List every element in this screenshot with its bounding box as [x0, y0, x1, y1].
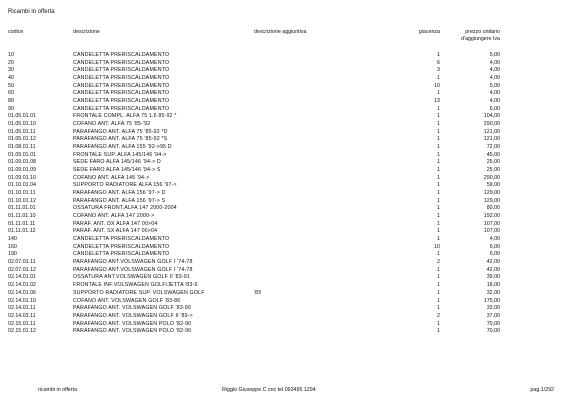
- row-description: PARAFANGO ANT. VOLSWAGEN POLO '82-90: [73, 320, 192, 327]
- row-code: 90: [8, 105, 14, 112]
- row-description: COFANO ANT. VOLSWAGEN GOLF '83-86: [73, 297, 181, 304]
- row-qty: 1: [437, 266, 440, 273]
- table-row: [0, 52, 566, 60]
- row-description: COFANO ANT. ALFA 75 '85-'92: [73, 121, 151, 128]
- row-description: PARAF. ANT. SX ALFA 147 00>04: [73, 228, 158, 235]
- row-description: PARAFANGO ANT. ALFA 155 '92->95 D: [73, 144, 172, 151]
- row-qty: 1: [437, 136, 440, 143]
- row-qty: 1: [437, 75, 440, 82]
- table-row: [0, 313, 566, 321]
- parts-table: [0, 52, 566, 336]
- row-code: 02.07.01.11: [8, 259, 36, 266]
- row-qty: 1: [437, 121, 440, 128]
- header-code: codice: [8, 29, 24, 35]
- row-qty: 1: [437, 105, 440, 112]
- row-code: 02.14.01.02: [8, 282, 36, 289]
- table-row: [0, 152, 566, 160]
- row-description: PARAFANGO ANT. VOLSWAGEN POLO '82-90: [73, 328, 192, 335]
- footer-left: ricambi in offerta: [38, 387, 78, 393]
- row-price: 6,00: [489, 251, 500, 258]
- row-description: FRONTALE COMPL. ALFA 75 1.6 85-92 *: [73, 113, 177, 120]
- row-code: 01.08.01.11: [8, 144, 36, 151]
- row-price: 129,00: [483, 190, 500, 197]
- row-description: CANDELETTA PRERISCALDAMENTO: [73, 98, 170, 105]
- row-code: 01.11.01.11: [8, 220, 36, 227]
- row-price: 4,00: [489, 98, 500, 105]
- row-qty: 1: [437, 190, 440, 197]
- header-price-line2: d'aggiungere Iva: [460, 35, 500, 42]
- table-row: [0, 144, 566, 152]
- row-extra-description: '83: [254, 289, 261, 296]
- row-code: 01.11.01.10: [8, 213, 36, 220]
- header-extra-description: descrizione aggiuntiva: [254, 29, 307, 35]
- row-qty: 1: [437, 52, 440, 58]
- row-qty: 1: [437, 197, 440, 204]
- row-qty: 1: [437, 289, 440, 296]
- table-row: [0, 113, 566, 121]
- table-row: [0, 121, 566, 129]
- row-description: FRONTALE SUP. ALFA 145/146 '94->: [73, 151, 167, 158]
- row-price: 45,00: [486, 151, 500, 158]
- row-price: 37,00: [486, 312, 500, 319]
- row-qty: 1: [437, 151, 440, 158]
- row-code: 01.09.01.09: [8, 167, 36, 174]
- row-qty: 2: [437, 312, 440, 319]
- table-row: [0, 159, 566, 167]
- table-row: [0, 236, 566, 244]
- table-row: [0, 305, 566, 313]
- table-row: [0, 205, 566, 213]
- row-description: PARAFANGO ANT. ALFA 156 '97-> S: [73, 197, 166, 204]
- row-description: CANDELETTA PRERISCALDAMENTO: [73, 59, 170, 66]
- row-price: 4,00: [489, 59, 500, 66]
- row-qty: 1: [437, 144, 440, 151]
- row-price: 70,00: [486, 320, 500, 327]
- table-row: [0, 228, 566, 236]
- row-description: CANDELETTA PRERISCALDAMENTO: [73, 236, 170, 243]
- row-qty: 1: [437, 174, 440, 181]
- row-code: 50: [8, 82, 14, 89]
- row-code: 60: [8, 90, 14, 97]
- row-price: 72,00: [486, 144, 500, 151]
- row-price: 25,00: [486, 159, 500, 166]
- row-code: 02.15.01.11: [8, 320, 36, 327]
- row-description: COFANO ANT. ALFA 145 '94->: [73, 174, 150, 181]
- table-row: [0, 90, 566, 98]
- table-row: [0, 175, 566, 183]
- row-code: 02.14.03.11: [8, 312, 36, 319]
- row-code: 02.14.01.06: [8, 289, 36, 296]
- row-code: 02.14.01.11: [8, 305, 36, 312]
- row-qty: 1: [437, 328, 440, 335]
- row-code: 02.07.01.12: [8, 266, 36, 273]
- row-price: 104,00: [483, 113, 500, 120]
- row-qty: 10: [434, 82, 440, 89]
- row-description: CANDELETTA PRERISCALDAMENTO: [73, 75, 170, 82]
- row-price: 59,00: [486, 182, 500, 189]
- table-row: [0, 60, 566, 68]
- row-qty: 1: [437, 282, 440, 289]
- row-code: 190: [8, 251, 17, 258]
- row-description: PARAFANGO ANT. VOLSWAGEN GOLF '83-90: [73, 305, 191, 312]
- row-qty: 1: [437, 305, 440, 312]
- row-description: PARAF. ANT. DX ALFA 147 00>04: [73, 220, 158, 227]
- header-price: [461, 29, 500, 42]
- row-price: 107,00: [483, 220, 500, 227]
- row-price: 192,00: [483, 213, 500, 220]
- row-description: OSSATURA FRONT.ALFA 147 2000-2004: [73, 205, 177, 212]
- table-row: [0, 290, 566, 298]
- row-price: 4,00: [489, 67, 500, 74]
- table-row: [0, 282, 566, 290]
- row-qty: 1: [437, 159, 440, 166]
- row-qty: 1: [437, 182, 440, 189]
- row-price: 39,00: [486, 274, 500, 281]
- row-description: CANDELETTA PRERISCALDAMENTO: [73, 90, 170, 97]
- header-description: descrizione: [73, 29, 100, 35]
- row-qty: 1: [437, 297, 440, 304]
- row-description: SUPPORTO RADIATORE SUP. VOLSWAGEN GOLF: [73, 289, 205, 296]
- row-price: 4,00: [489, 90, 500, 97]
- row-description: PARAFANGO ANT. ALFA 156 '97-> D: [73, 190, 166, 197]
- row-price: 42,00: [486, 266, 500, 273]
- table-row: [0, 328, 566, 336]
- table-row: [0, 259, 566, 267]
- header-price-line1: prezzo unitario: [465, 29, 500, 35]
- row-code: 02.15.01.12: [8, 328, 36, 335]
- row-qty: 3: [437, 67, 440, 74]
- table-row: [0, 244, 566, 252]
- row-price: 18,00: [486, 282, 500, 289]
- row-code: 20: [8, 59, 14, 66]
- table-row: [0, 221, 566, 229]
- row-price: 5,00: [489, 82, 500, 89]
- table-row: [0, 67, 566, 75]
- row-qty: 1: [437, 205, 440, 212]
- row-description: SEDE FARO ALFA 145/146 '94-> S: [73, 167, 161, 174]
- row-code: 01.09.01.01: [8, 151, 36, 158]
- row-price: 6,00: [489, 243, 500, 250]
- row-description: PARAFANGO ANT.VOLSWAGEN GOLF I '74-78: [73, 266, 193, 273]
- header-qty: giacenza: [418, 29, 440, 35]
- row-code: 01.05.01.11: [8, 128, 36, 135]
- row-qty: 1: [437, 220, 440, 227]
- row-description: CANDELETTA PRERISCALDAMENTO: [73, 82, 170, 89]
- report-title: Ricambi in offerta: [8, 9, 55, 15]
- row-price: 290,00: [483, 174, 500, 181]
- row-qty: 1: [437, 90, 440, 97]
- row-code: 02.14.01.01: [8, 274, 36, 281]
- row-code: 160: [8, 243, 17, 250]
- row-description: FRONTALE INF.VOLSWAGEN GOLF/JETTA '83-9: [73, 282, 198, 289]
- row-code: 01.09.01.08: [8, 159, 36, 166]
- row-qty: 1: [437, 320, 440, 327]
- row-code: 01.10.01.12: [8, 197, 36, 204]
- table-row: [0, 251, 566, 259]
- row-qty: 1: [437, 274, 440, 281]
- row-price: 129,00: [483, 197, 500, 204]
- row-description: SUPPORTO RADIATORE ALFA 156 '97->: [73, 182, 177, 189]
- row-code: 140: [8, 236, 17, 243]
- row-code: 01.10.01.04: [8, 182, 36, 189]
- row-description: PARAFANGO ANT.VOLSWAGEN GOLF I '74-78: [73, 259, 193, 266]
- row-qty: 1: [437, 113, 440, 120]
- row-code: 01.05.01.10: [8, 121, 36, 128]
- table-row: [0, 213, 566, 221]
- table-row: [0, 267, 566, 275]
- row-price: 290,00: [483, 121, 500, 128]
- row-description: CANDELETTA PRERISCALDAMENTO: [73, 52, 170, 58]
- row-description: CANDELETTA PRERISCALDAMENTO: [73, 251, 170, 258]
- row-code: 01.09.01.10: [8, 174, 36, 181]
- row-code: 01.10.01.11: [8, 190, 36, 197]
- row-qty: 1: [437, 167, 440, 174]
- footer-page: pag.1/292: [530, 387, 554, 393]
- row-description: PARAFANGO ANT. ALFA 75 '85-92 *D: [73, 128, 168, 135]
- row-qty: 2: [437, 259, 440, 266]
- row-code: 01.11.01.01: [8, 205, 36, 212]
- table-row: [0, 190, 566, 198]
- table-row: [0, 298, 566, 306]
- row-qty: 1: [437, 236, 440, 243]
- row-price: 42,00: [486, 259, 500, 266]
- row-price: 80,00: [486, 205, 500, 212]
- row-price: 25,00: [486, 167, 500, 174]
- row-price: 6,00: [489, 105, 500, 112]
- table-row: [0, 167, 566, 175]
- row-qty: 10: [434, 243, 440, 250]
- row-price: 33,00: [486, 305, 500, 312]
- row-description: CANDELETTA PRERISCALDAMENTO: [73, 243, 170, 250]
- row-code: 80: [8, 98, 14, 105]
- row-qty: 1: [437, 251, 440, 258]
- row-price: 32,00: [486, 289, 500, 296]
- table-row: [0, 321, 566, 329]
- row-code: 40: [8, 75, 14, 82]
- table-row: [0, 182, 566, 190]
- row-price: 4,00: [489, 236, 500, 243]
- row-code: 01.11.01.12: [8, 228, 36, 235]
- row-price: 107,00: [483, 228, 500, 235]
- row-price: 4,00: [489, 75, 500, 82]
- row-qty: 13: [434, 98, 440, 105]
- row-price: 5,00: [489, 52, 500, 58]
- row-code: 01.05.01.01: [8, 113, 36, 120]
- row-price: 175,00: [483, 297, 500, 304]
- row-description: PARAFANGO ANT. VOLSWAGEN GOLF II '89->: [73, 312, 193, 319]
- table-row: [0, 75, 566, 83]
- table-row: [0, 274, 566, 282]
- table-row: [0, 83, 566, 91]
- row-qty: 1: [437, 128, 440, 135]
- row-price: 121,00: [483, 136, 500, 143]
- row-qty: 6: [437, 59, 440, 66]
- row-description: SEDE FARO ALFA 145/146 '94-> D: [73, 159, 161, 166]
- row-price: 70,00: [486, 328, 500, 335]
- row-description: CANDELETTA PRERISCALDAMENTO: [73, 67, 170, 74]
- table-row: [0, 98, 566, 106]
- row-code: 02.14.01.10: [8, 297, 36, 304]
- table-row: [0, 198, 566, 206]
- row-price: 121,00: [483, 128, 500, 135]
- row-code: 10: [8, 52, 14, 58]
- table-row: [0, 129, 566, 137]
- row-code: 30: [8, 67, 14, 74]
- row-description: PARAFANGO ANT. ALFA 75 '85-92 *S: [73, 136, 168, 143]
- row-description: CANDELETTA PRERISCALDAMENTO: [73, 105, 170, 112]
- row-code: 01.05.01.12: [8, 136, 36, 143]
- footer-center: Riggio Giuseppe C snc tel.093495 1294: [222, 387, 316, 393]
- table-row: [0, 106, 566, 114]
- table-row: [0, 136, 566, 144]
- row-qty: 1: [437, 213, 440, 220]
- row-description: COFANO ANT. ALFA 147 2000->: [73, 213, 155, 220]
- row-description: OSSATURA ANT.VOLSWAGEN GOLF II '83-91: [73, 274, 190, 281]
- row-qty: 1: [437, 228, 440, 235]
